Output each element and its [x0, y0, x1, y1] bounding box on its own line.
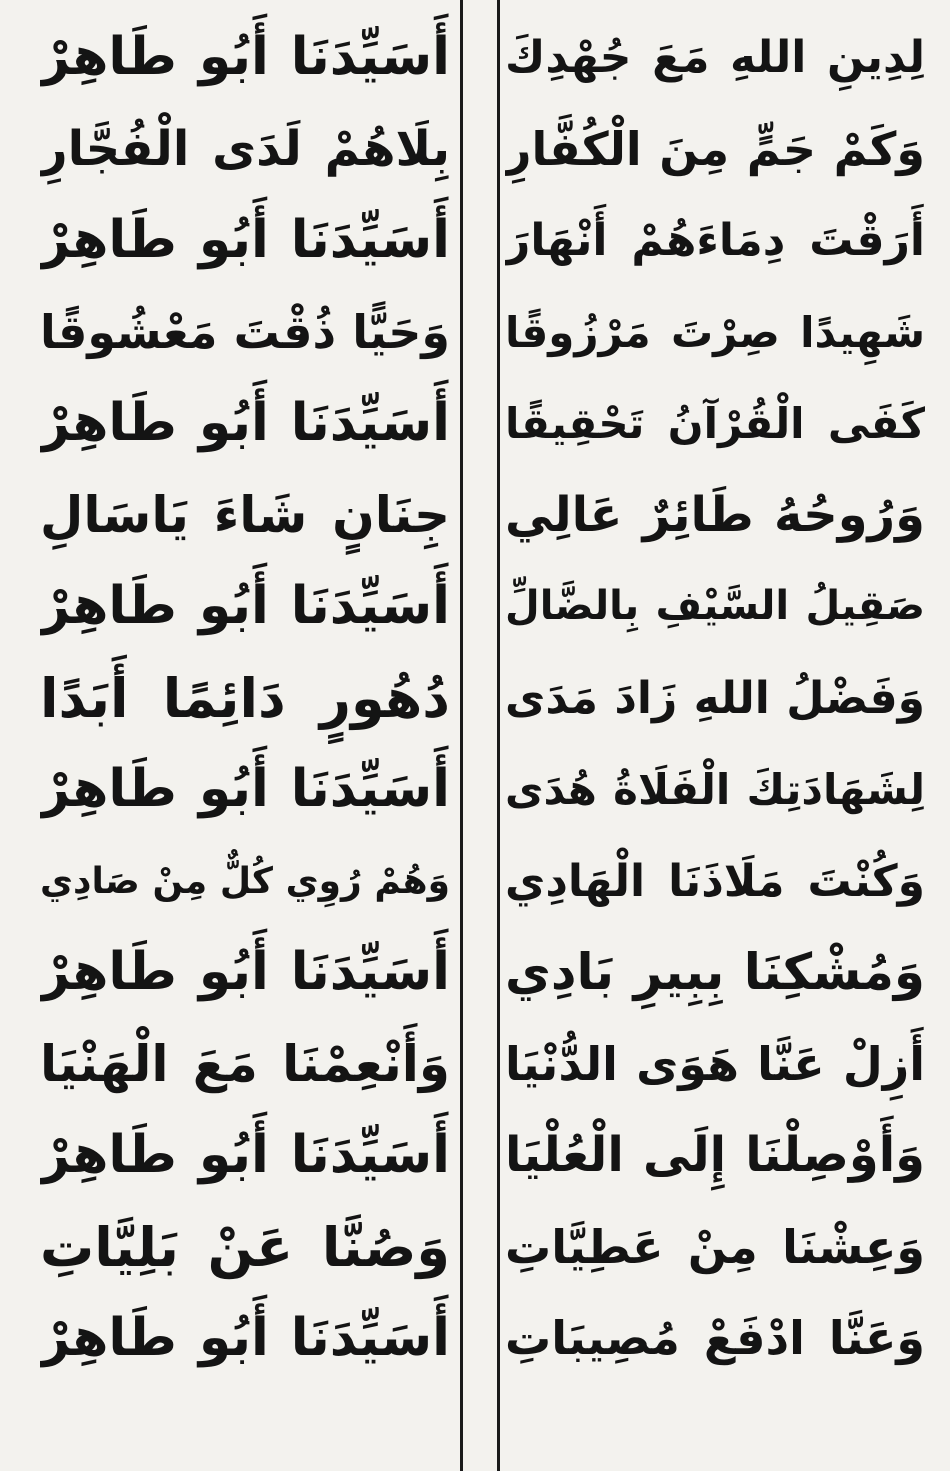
- verse-line: وَعِشْنَا مِنْ عَطِيَّاتِ: [505, 1219, 925, 1274]
- verse-line: وَصُنَّا عَنْ بَلِيَّاتِ: [40, 1215, 450, 1279]
- verse-line: وَأَوْصِلْنَا إِلَى الْعُلْيَا: [505, 1127, 925, 1183]
- verse-line: أَرَقْتَ دِمَاءَهُمْ أَنْهَارَ: [505, 215, 925, 266]
- verse-line: أَسَيِّدَنَا أَبُو طَاهِرْ: [40, 210, 450, 270]
- verse-line: أَزِلْ عَنَّا هَوَى الدُّنْيَا: [505, 1036, 925, 1091]
- right-verse-column: [505, 12, 925, 1385]
- verse-line: صَقِيلُ السَّيْفِ بِالضَّالِّ: [505, 583, 925, 629]
- verse-line: أَسَيِّدَنَا أَبُو طَاهِرْ: [40, 576, 450, 636]
- verse-line: أَسَيِّدَنَا أَبُو طَاهِرْ: [40, 1125, 450, 1185]
- verse-line: بِلَاهُمْ لَدَى الْفُجَّارِ: [40, 120, 450, 177]
- verse-line: أَسَيِّدَنَا أَبُو طَاهِرْ: [40, 393, 450, 453]
- verse-line: وَكُنْتَ مَلَاذَنَا الْهَادِي: [505, 855, 925, 907]
- verse-line: وَمُشْكِنَا بِبِيرِ بَادِي: [505, 943, 925, 1001]
- verse-line: أَسَيِّدَنَا أَبُو طَاهِرْ: [40, 759, 450, 819]
- verse-line: لِشَهَادَتِكَ الْفَلَاةُ هُدَى: [505, 765, 925, 814]
- column-divider-left: [460, 0, 463, 1471]
- verse-line: وَرُوحُهُ طَائِرٌ عَالِي: [505, 486, 925, 543]
- left-verse-column: [40, 12, 450, 1385]
- verse-line: لِدِينِ اللهِ مَعَ جُهْدِكَ: [505, 32, 925, 83]
- verse-line: أَسَيِّدَنَا أَبُو طَاهِرْ: [40, 942, 450, 1002]
- verse-line: وَعَنَّا ادْفَعْ مُصِيبَاتِ: [505, 1311, 925, 1365]
- verse-line: وَأَنْعِمْنَا مَعَ الْهَنْيَا: [40, 1034, 450, 1093]
- verse-line: دُهُورٍ دَائِمًا أَبَدًا: [40, 666, 450, 730]
- verse-line: وَكَمْ جَمٍّ مِنَ الْكُفَّارِ: [505, 121, 925, 176]
- verse-line: وَهُمْ رُوِي كُلٌّ مِنْ صَادِي: [40, 860, 450, 902]
- verse-line: أَسَيِّدَنَا أَبُو طَاهِرْ: [40, 1308, 450, 1368]
- verse-line: جِنَانٍ شَاءَ يَاسَالِ: [40, 485, 450, 544]
- column-divider-right: [497, 0, 500, 1471]
- verse-line: وَحَيًّا ذُقْتَ مَعْشُوقًا: [40, 304, 450, 359]
- verse-line: أَسَيِّدَنَا أَبُو طَاهِرْ: [40, 27, 450, 87]
- verse-line: كَفَى الْقُرْآنُ تَحْقِيقًا: [505, 399, 925, 448]
- verse-line: شَهِيدًا صِرْتَ مَرْزُوقًا: [505, 307, 925, 357]
- verse-line: وَفَضْلُ اللهِ زَادَ مَدَى: [505, 672, 925, 724]
